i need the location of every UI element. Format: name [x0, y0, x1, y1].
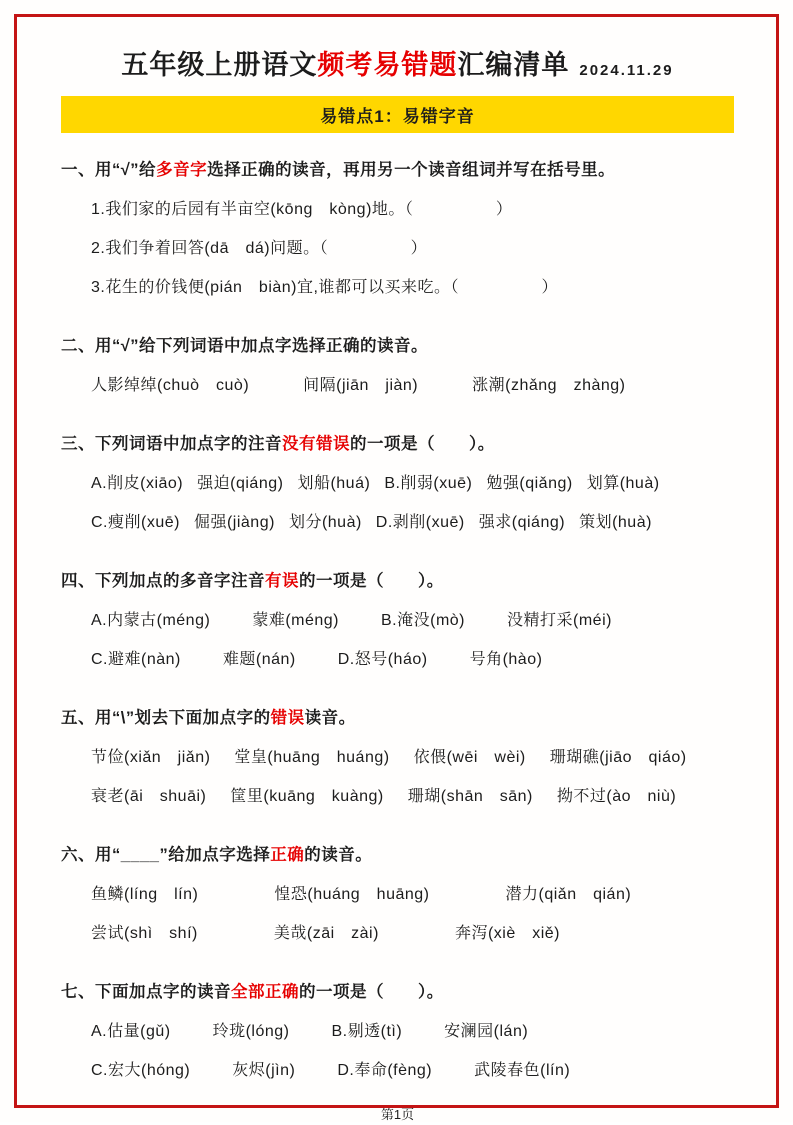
section-7	[61, 959, 734, 1096]
heading-text: 三、下列词语中加点字的注音	[61, 435, 282, 453]
word-item: 没精打采(méi)	[507, 612, 612, 629]
question-item: 3.花生的价钱便(pián biàn)宜,谁都可以买来吃。（ ）	[91, 279, 558, 296]
word-item: 人影绰绰(chuò cuò)	[91, 377, 250, 394]
word-item: 依偎(wēi wèi)	[413, 749, 526, 766]
section-heading	[61, 704, 734, 728]
section-3	[61, 411, 734, 548]
heading-text: 的一项是（ ）。	[299, 983, 444, 1001]
option-row	[91, 470, 734, 493]
word-item: B.剔透(tì)	[331, 1023, 403, 1040]
word-item: 衰老(āi shuāi)	[91, 788, 207, 805]
heading-red-text: 没有错误	[282, 435, 350, 453]
word-item: A.内蒙古(méng)	[91, 612, 211, 629]
word-item: 勉强(qiǎng)	[486, 475, 573, 492]
heading-text: 六、用“____”给加点字选择	[61, 846, 271, 864]
section-heading	[61, 978, 734, 1002]
section-2	[61, 313, 734, 411]
date-label: 2024.11.29	[579, 62, 674, 79]
word-row	[91, 783, 734, 806]
word-item: 划算(huà)	[586, 475, 660, 492]
word-item: 安澜园(lán)	[444, 1023, 529, 1040]
word-item: 涨潮(zhǎng zhàng)	[472, 377, 626, 394]
word-item: D.奉命(fèng)	[337, 1062, 433, 1079]
word-item: 珊瑚(shān sān)	[407, 788, 533, 805]
option-row	[91, 509, 734, 532]
section-heading	[61, 430, 734, 454]
word-item: 堂皇(huāng huáng)	[234, 749, 390, 766]
page-number: 第1页	[380, 1107, 415, 1122]
word-item: 划船(huá)	[297, 475, 371, 492]
word-item: 玲珑(lóng)	[212, 1023, 290, 1040]
heading-text: 五、用“\”划去下面加点字的	[61, 709, 271, 727]
word-item: 拗不过(ào niù)	[556, 788, 677, 805]
question-item: 1.我们家的后园有半亩空(kōng kòng)地。（ ）	[91, 201, 513, 218]
heading-text: 二、用“√”给下列词语中加点字选择正确的读音。	[61, 337, 429, 355]
word-row	[91, 372, 734, 395]
section-heading	[61, 841, 734, 865]
word-item: 策划(huà)	[579, 514, 652, 531]
word-item: C.避难(nàn)	[91, 651, 181, 668]
word-item: D.怒号(háo)	[337, 651, 428, 668]
title-part-2: 汇编清单	[457, 50, 570, 80]
word-item: 倔强(jiàng)	[193, 514, 275, 531]
word-item: 灰烬(jìn)	[232, 1062, 296, 1079]
section-5	[61, 685, 734, 822]
word-item: B.削弱(xuē)	[384, 475, 473, 492]
heading-text: 四、下列加点的多音字注音	[61, 572, 265, 590]
heading-red-text: 多音字	[156, 161, 208, 179]
heading-red-text: 全部正确	[231, 983, 299, 1001]
word-item: C.宏大(hóng)	[91, 1062, 191, 1079]
word-item: D.剥削(xuē)	[375, 514, 465, 531]
section-heading	[61, 332, 734, 356]
word-item: 难题(nán)	[222, 651, 296, 668]
heading-text: 七、下面加点字的读音	[61, 983, 231, 1001]
word-item: 奔泻(xiè xiě)	[454, 925, 561, 942]
word-item: 划分(huà)	[288, 514, 362, 531]
section-heading	[61, 156, 734, 180]
word-item: 潜力(qiǎn qián)	[505, 886, 632, 903]
word-item: 武陵春色(lín)	[474, 1062, 571, 1079]
word-item: 珊瑚礁(jiāo qiáo)	[549, 749, 687, 766]
question-item: 2.我们争着回答(dā dá)问题。（ ）	[91, 240, 428, 257]
heading-red-text: 正确	[270, 846, 305, 864]
word-item: B.淹没(mò)	[381, 612, 466, 629]
word-item: 惶恐(huáng huāng)	[274, 886, 430, 903]
topic-banner	[61, 96, 734, 133]
word-item: 美哉(zāi zài)	[273, 925, 379, 942]
title-accent: 频考易错题	[317, 50, 458, 80]
option-row	[91, 1018, 734, 1041]
option-row	[91, 1057, 734, 1080]
word-item: 尝试(shì shí)	[91, 925, 198, 942]
topic-banner-label: 易错点1：易错字音	[320, 107, 475, 126]
word-item: 蒙难(méng)	[252, 612, 339, 629]
option-row	[91, 607, 734, 630]
word-item: 鱼鳞(líng lín)	[91, 886, 199, 903]
page-border-frame	[14, 14, 779, 1122]
option-row	[91, 646, 734, 669]
section-6	[61, 822, 734, 959]
heading-text: 选择正确的读音，再用另一个读音组词并写在括号里。	[207, 161, 616, 179]
heading-text: 的一项是（ ）。	[299, 572, 444, 590]
heading-red-text: 错误	[270, 709, 305, 727]
word-item: 号角(hào)	[469, 651, 543, 668]
heading-text: 的一项是（ ）。	[350, 435, 495, 453]
title-part-1: 五年级上册语文	[121, 50, 318, 80]
word-item: A.削皮(xiāo)	[91, 475, 184, 492]
heading-text: 的读音。	[304, 846, 373, 864]
word-row	[91, 920, 734, 943]
word-item: 间隔(jiān jiàn)	[303, 377, 419, 394]
heading-red-text: 有误	[265, 572, 299, 590]
heading-text: 读音。	[304, 709, 356, 727]
page-title	[121, 43, 569, 82]
section-heading	[61, 567, 734, 591]
word-item: 筐里(kuāng kuàng)	[230, 788, 384, 805]
word-row	[91, 744, 734, 767]
section-4	[61, 548, 734, 685]
word-item: 节俭(xiǎn jiǎn)	[91, 749, 211, 766]
word-item: A.估量(gǔ)	[91, 1023, 171, 1040]
heading-text: 一、用“√”给	[61, 161, 157, 179]
word-item: C.瘦削(xuē)	[91, 514, 180, 531]
title-row	[61, 43, 734, 82]
page-footer	[61, 1096, 734, 1125]
section-1	[61, 137, 734, 313]
word-row	[91, 881, 734, 904]
word-item: 强迫(qiáng)	[197, 475, 284, 492]
word-item: 强求(qiáng)	[478, 514, 566, 531]
